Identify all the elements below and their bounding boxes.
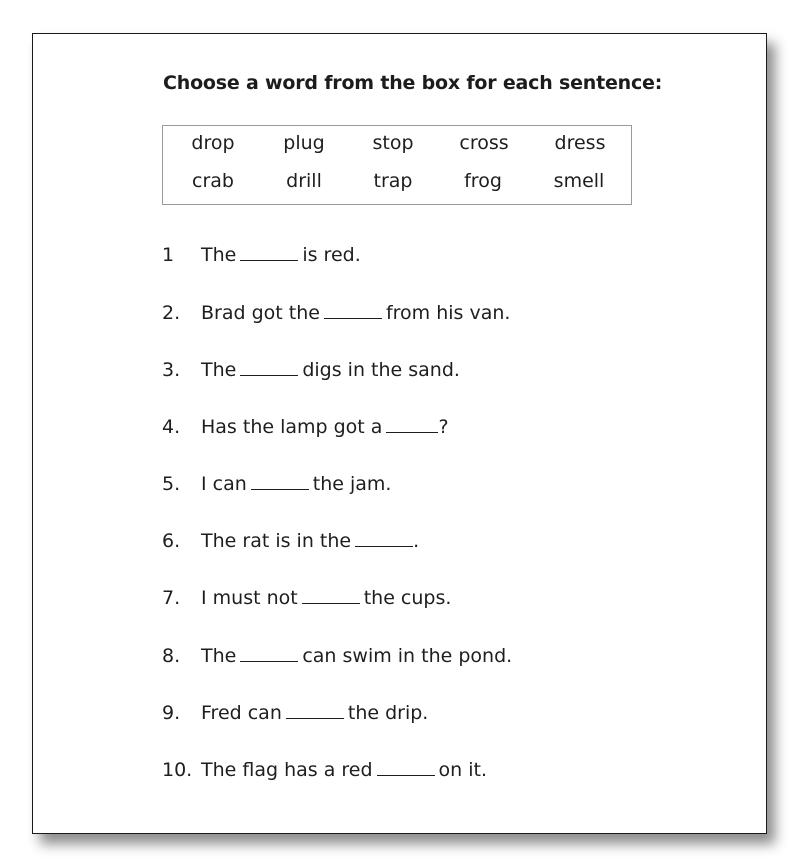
word-trap: trap (373, 170, 413, 192)
question-text-after: on it. (438, 759, 488, 781)
question-text-before: The (201, 645, 237, 667)
answer-blank[interactable] (251, 488, 309, 490)
answer-blank[interactable] (302, 602, 360, 604)
question-text-after: the cups. (363, 587, 452, 609)
worksheet-page (32, 33, 767, 834)
word-box (162, 125, 632, 205)
question-text-before: I can (201, 473, 247, 495)
answer-blank[interactable] (377, 774, 435, 776)
question-6 (162, 530, 419, 552)
answer-blank[interactable] (240, 259, 298, 261)
question-10 (162, 759, 487, 781)
word-crab: crab (192, 170, 234, 192)
question-text-before: The (201, 244, 237, 266)
question-text-after: from his van. (385, 302, 511, 324)
question-2 (162, 302, 510, 324)
question-9 (162, 702, 428, 724)
question-text-after: digs in the sand. (302, 359, 460, 381)
word-frog: frog (464, 170, 502, 192)
question-number: 6. (162, 530, 181, 552)
question-number: 7. (162, 587, 181, 609)
question-text-before: The (201, 359, 237, 381)
question-5 (162, 473, 391, 495)
question-text-after: the drip. (347, 702, 429, 724)
word-drill: drill (286, 170, 322, 192)
question-text-after: the jam. (312, 473, 392, 495)
question-4 (162, 416, 449, 438)
question-text-before: Fred can (201, 702, 282, 724)
question-number: 5. (162, 473, 181, 495)
word-smell: smell (553, 170, 605, 192)
question-7 (162, 587, 451, 609)
question-text-before: Has the lamp got a (201, 416, 383, 438)
question-number: 10. (162, 759, 193, 781)
word-stop: stop (372, 132, 414, 154)
question-number: 8. (162, 645, 181, 667)
question-text-before: Brad got the (201, 302, 320, 324)
question-text-before: The flag has a red (201, 759, 373, 781)
question-3 (162, 359, 460, 381)
word-dress: dress (554, 132, 606, 154)
answer-blank[interactable] (324, 317, 382, 319)
word-cross: cross (459, 132, 509, 154)
answer-blank[interactable] (355, 545, 413, 547)
question-number: 1 (162, 244, 175, 266)
question-text-before: I must not (201, 587, 298, 609)
answer-blank[interactable] (286, 717, 344, 719)
question-number: 3. (162, 359, 181, 381)
answer-blank[interactable] (240, 374, 298, 376)
question-number: 9. (162, 702, 181, 724)
word-drop: drop (191, 132, 235, 154)
question-text-after: can swim in the pond. (302, 645, 513, 667)
instruction-heading: Choose a word from the box for each sentence: (163, 72, 663, 94)
question-text-after: ? (438, 416, 449, 438)
word-plug: plug (283, 132, 325, 154)
question-text-before: The rat is in the (201, 530, 352, 552)
question-text-after: . (413, 530, 420, 552)
question-8 (162, 645, 512, 667)
question-1 (162, 244, 361, 266)
question-number: 2. (162, 302, 181, 324)
question-text-after: is red. (302, 244, 361, 266)
question-number: 4. (162, 416, 181, 438)
answer-blank[interactable] (240, 660, 298, 662)
answer-blank[interactable] (386, 431, 438, 433)
